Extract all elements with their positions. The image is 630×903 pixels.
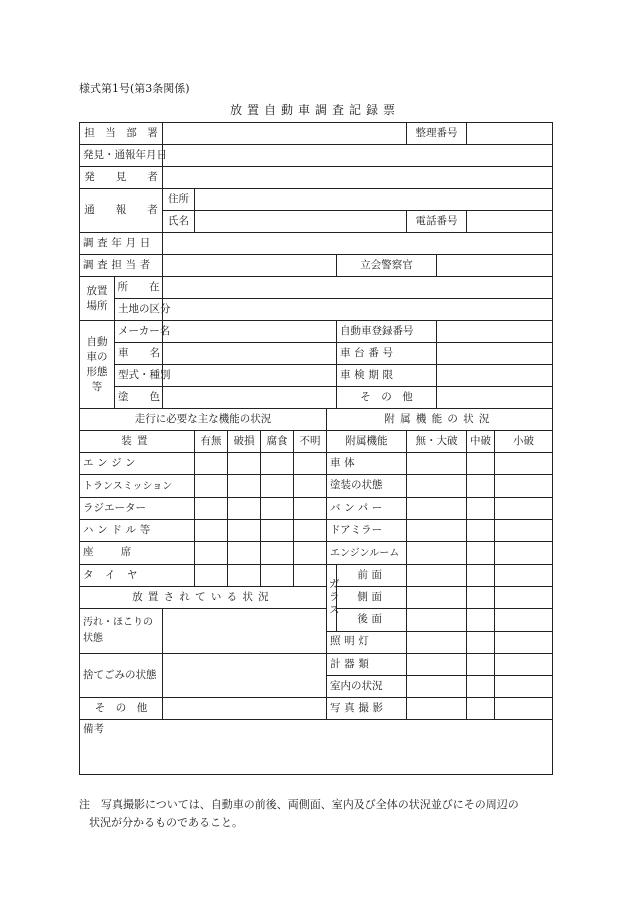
check-cell[interactable] <box>407 475 467 498</box>
ref-no-field[interactable] <box>467 123 553 145</box>
chassis-no-field[interactable] <box>437 343 553 365</box>
check-cell[interactable] <box>261 520 294 542</box>
row-transmission-label: トランスミッション <box>80 475 195 498</box>
remarks-label: 備考 <box>83 723 104 735</box>
check-cell[interactable] <box>407 676 467 698</box>
check-cell[interactable] <box>407 520 467 542</box>
check-cell[interactable] <box>407 654 467 676</box>
check-cell[interactable] <box>195 542 228 565</box>
other-label: そ の 他 <box>337 387 437 409</box>
dept-label: 担 当 部 署 <box>80 123 163 145</box>
check-cell[interactable] <box>467 587 495 609</box>
found-date-label: 発見・通報年月日 <box>80 145 163 167</box>
row-seat-label: 座席 <box>80 542 195 565</box>
accessory-col-minor: 小破 <box>495 431 553 453</box>
inspection-label: 車検期限 <box>337 365 437 387</box>
check-cell[interactable] <box>195 453 228 475</box>
location-label: 所 在 <box>115 277 163 299</box>
found-date-field[interactable] <box>163 145 553 167</box>
check-cell[interactable] <box>261 565 294 587</box>
check-cell[interactable] <box>495 542 553 565</box>
check-cell[interactable] <box>467 542 495 565</box>
check-cell[interactable] <box>407 587 467 609</box>
accessory-col-medium: 中破 <box>467 431 495 453</box>
car-name-label: 車 名 <box>115 343 163 365</box>
police-field[interactable] <box>437 255 553 277</box>
check-cell[interactable] <box>228 453 261 475</box>
survey-record-table <box>79 122 553 775</box>
chassis-no-label: 車台番号 <box>337 343 437 365</box>
placement-heading: 放置されている状況 <box>80 587 327 609</box>
check-cell[interactable] <box>495 676 553 698</box>
check-cell[interactable] <box>495 520 553 542</box>
surveyor-field[interactable] <box>163 255 337 277</box>
name-field[interactable] <box>195 211 407 233</box>
check-cell[interactable] <box>261 498 294 520</box>
check-cell[interactable] <box>294 498 327 520</box>
trash-label: 捨てごみの状態 <box>80 654 163 698</box>
check-cell[interactable] <box>467 498 495 520</box>
maker-label: メーカー名 <box>115 321 163 343</box>
check-cell[interactable] <box>495 453 553 475</box>
color-field[interactable] <box>163 387 337 409</box>
check-cell[interactable] <box>407 542 467 565</box>
check-cell[interactable] <box>228 542 261 565</box>
check-cell[interactable] <box>228 475 261 498</box>
place-group-label: 放置場所 <box>80 277 115 321</box>
footnote-line-2: 状況が分かるものであること。 <box>89 816 243 829</box>
glass-group-label: ガラス <box>327 565 337 632</box>
check-cell[interactable] <box>495 475 553 498</box>
row-engine-room-label: エンジンルーム <box>327 542 407 565</box>
dirt-field[interactable] <box>163 609 327 654</box>
row-engine-label: エンジン <box>80 453 195 475</box>
accessory-col-major: 無・大破 <box>407 431 467 453</box>
trash-field[interactable] <box>163 654 327 698</box>
function-col-device: 装置 <box>80 431 195 453</box>
check-cell[interactable] <box>495 698 553 720</box>
accessory-col-function: 附属機能 <box>327 431 407 453</box>
row-door-mirror-label: ドアミラー <box>327 520 407 542</box>
ref-no-label: 整理番号 <box>407 123 467 145</box>
inspection-field[interactable] <box>437 365 553 387</box>
row-gauges-label: 計器類 <box>327 654 407 676</box>
dept-field[interactable] <box>163 123 407 145</box>
row-radiator-label: ラジエーター <box>80 498 195 520</box>
survey-date-label: 調査年月日 <box>80 233 163 255</box>
check-cell[interactable] <box>261 475 294 498</box>
row-glass-rear-label: 後面 <box>337 609 407 632</box>
check-cell[interactable] <box>495 565 553 587</box>
check-cell[interactable] <box>195 565 228 587</box>
address-field[interactable] <box>195 189 553 211</box>
placement-other-label: そ の 他 <box>80 698 163 720</box>
row-paint-label: 塗装の状態 <box>327 475 407 498</box>
check-cell[interactable] <box>407 631 467 654</box>
row-bumper-label: バンパー <box>327 498 407 520</box>
check-cell[interactable] <box>495 609 553 632</box>
row-photo-label: 写真撮影 <box>327 698 407 720</box>
check-cell[interactable] <box>467 453 495 475</box>
check-cell[interactable] <box>495 587 553 609</box>
row-handle-label: ハンドル等 <box>80 520 195 542</box>
row-glass-front-label: 前面 <box>337 565 407 587</box>
row-interior-label: 室内の状況 <box>327 676 407 698</box>
check-cell[interactable] <box>228 498 261 520</box>
function-col-presence: 有無 <box>195 431 228 453</box>
footnote-line-1: 注 写真撮影については、自動車の前後、両側面、室内及び全体の状況並びにその周辺の <box>79 798 519 811</box>
check-cell[interactable] <box>294 542 327 565</box>
check-cell[interactable] <box>467 698 495 720</box>
remarks-field[interactable] <box>80 720 553 775</box>
dirt-label: 汚れ・ほこりの状態 <box>80 609 163 654</box>
vehicle-group-label: 自動車の形態等 <box>80 321 115 409</box>
reg-no-label: 自動車登録番号 <box>337 321 437 343</box>
check-cell[interactable] <box>467 475 495 498</box>
document-title: 放置自動車調査記録票 <box>229 103 400 117</box>
check-cell[interactable] <box>467 609 495 632</box>
row-glass-side-label: 側面 <box>337 587 407 609</box>
land-class-label: 土地の区分 <box>115 299 163 321</box>
phone-label: 電話番号 <box>407 211 467 233</box>
check-cell[interactable] <box>228 565 261 587</box>
row-lighting-label: 照明灯 <box>327 631 407 654</box>
check-cell[interactable] <box>294 565 327 587</box>
check-cell[interactable] <box>495 631 553 654</box>
surveyor-label: 調査担当者 <box>80 255 163 277</box>
model-field[interactable] <box>163 365 337 387</box>
check-cell[interactable] <box>195 520 228 542</box>
check-cell[interactable] <box>407 453 467 475</box>
check-cell[interactable] <box>261 542 294 565</box>
address-label: 住所 <box>163 189 195 211</box>
check-cell[interactable] <box>228 520 261 542</box>
function-heading: 走行に必要な主な機能の状況 <box>80 409 327 431</box>
check-cell[interactable] <box>407 498 467 520</box>
row-tire-label: タイヤ <box>80 565 195 587</box>
reporter-label: 通 報 者 <box>80 189 163 233</box>
check-cell[interactable] <box>467 520 495 542</box>
check-cell[interactable] <box>467 654 495 676</box>
function-col-damage: 破損 <box>228 431 261 453</box>
location-field[interactable] <box>163 277 553 299</box>
finder-label: 発 見 者 <box>80 167 163 189</box>
check-cell[interactable] <box>495 498 553 520</box>
check-cell[interactable] <box>407 698 467 720</box>
accessory-heading: 附属機能の状況 <box>327 409 553 431</box>
survey-date-field[interactable] <box>163 233 553 255</box>
check-cell[interactable] <box>294 453 327 475</box>
check-cell[interactable] <box>407 609 467 632</box>
check-cell[interactable] <box>294 520 327 542</box>
form-number-label: 様式第1号(第3条関係) <box>79 82 190 95</box>
phone-field[interactable] <box>467 211 553 233</box>
check-cell[interactable] <box>195 475 228 498</box>
check-cell[interactable] <box>467 631 495 654</box>
placement-other-field[interactable] <box>163 698 327 720</box>
other-field[interactable] <box>437 387 553 409</box>
check-cell[interactable] <box>467 676 495 698</box>
check-cell[interactable] <box>294 475 327 498</box>
car-name-field[interactable] <box>163 343 337 365</box>
finder-field[interactable] <box>163 167 553 189</box>
check-cell[interactable] <box>407 565 467 587</box>
police-label: 立会警察官 <box>337 255 437 277</box>
color-label: 塗 色 <box>115 387 163 409</box>
check-cell[interactable] <box>495 654 553 676</box>
check-cell[interactable] <box>195 498 228 520</box>
footnote <box>79 796 559 832</box>
function-col-corrosion: 腐食 <box>261 431 294 453</box>
row-body-label: 車体 <box>327 453 407 475</box>
check-cell[interactable] <box>261 453 294 475</box>
maker-field[interactable] <box>163 321 337 343</box>
name-label: 氏名 <box>163 211 195 233</box>
function-col-unknown: 不明 <box>294 431 327 453</box>
check-cell[interactable] <box>467 565 495 587</box>
land-class-field[interactable] <box>163 299 553 321</box>
model-label: 型式・種別 <box>115 365 163 387</box>
reg-no-field[interactable] <box>437 321 553 343</box>
